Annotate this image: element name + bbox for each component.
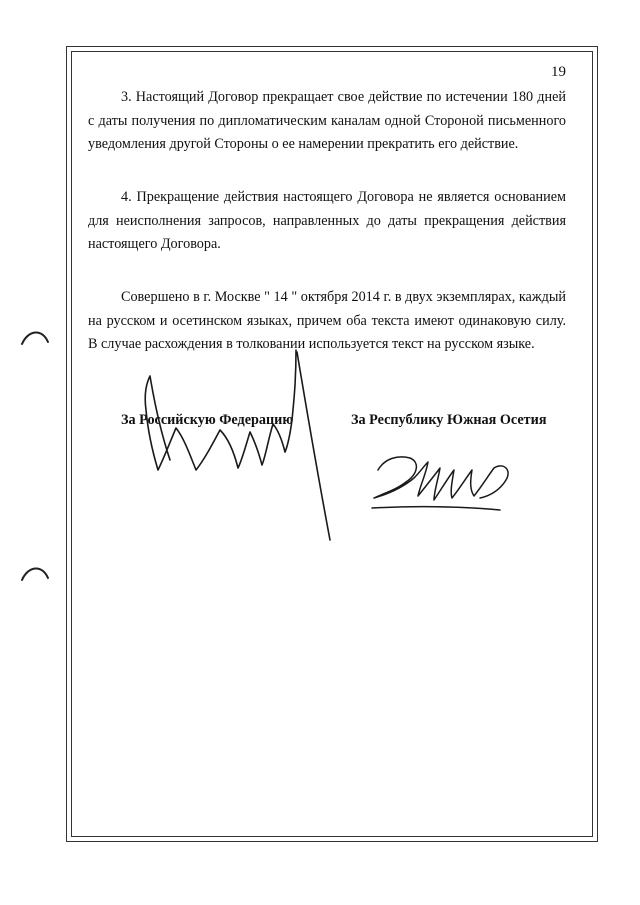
page-border-inner <box>71 51 593 837</box>
paragraph-termination-effect: 4. Прекращение действия настоящего Договора не является основанием для неисполнения запросов, направленных до даты прекращения действия настоящего Договора. <box>88 189 566 253</box>
binding-mark-bottom <box>22 568 48 580</box>
paragraph-done-at: Совершено в г. Москве " 14 " октября 2014 г. в двух экземплярах, каждый на русском и осетинском языках, причем оба текста имеют одинаковую силу. В случае расхождения в толковании используется текст на русском языке. <box>88 289 566 353</box>
paragraph-termination-clause: 3. Настоящий Договор прекращает свое действие по истечении 180 дней с даты получения по дипломатическим каналам одной Стороной письменного уведомления другой Стороны о ее намерении прекратить его действие. <box>88 89 566 153</box>
signature-label-russia: За Российскую Федерацию <box>121 412 294 428</box>
signature-label-south-ossetia: За Республику Южная Осетия <box>351 412 547 428</box>
binding-mark-top <box>22 332 48 344</box>
page-number: 19 <box>551 64 566 80</box>
